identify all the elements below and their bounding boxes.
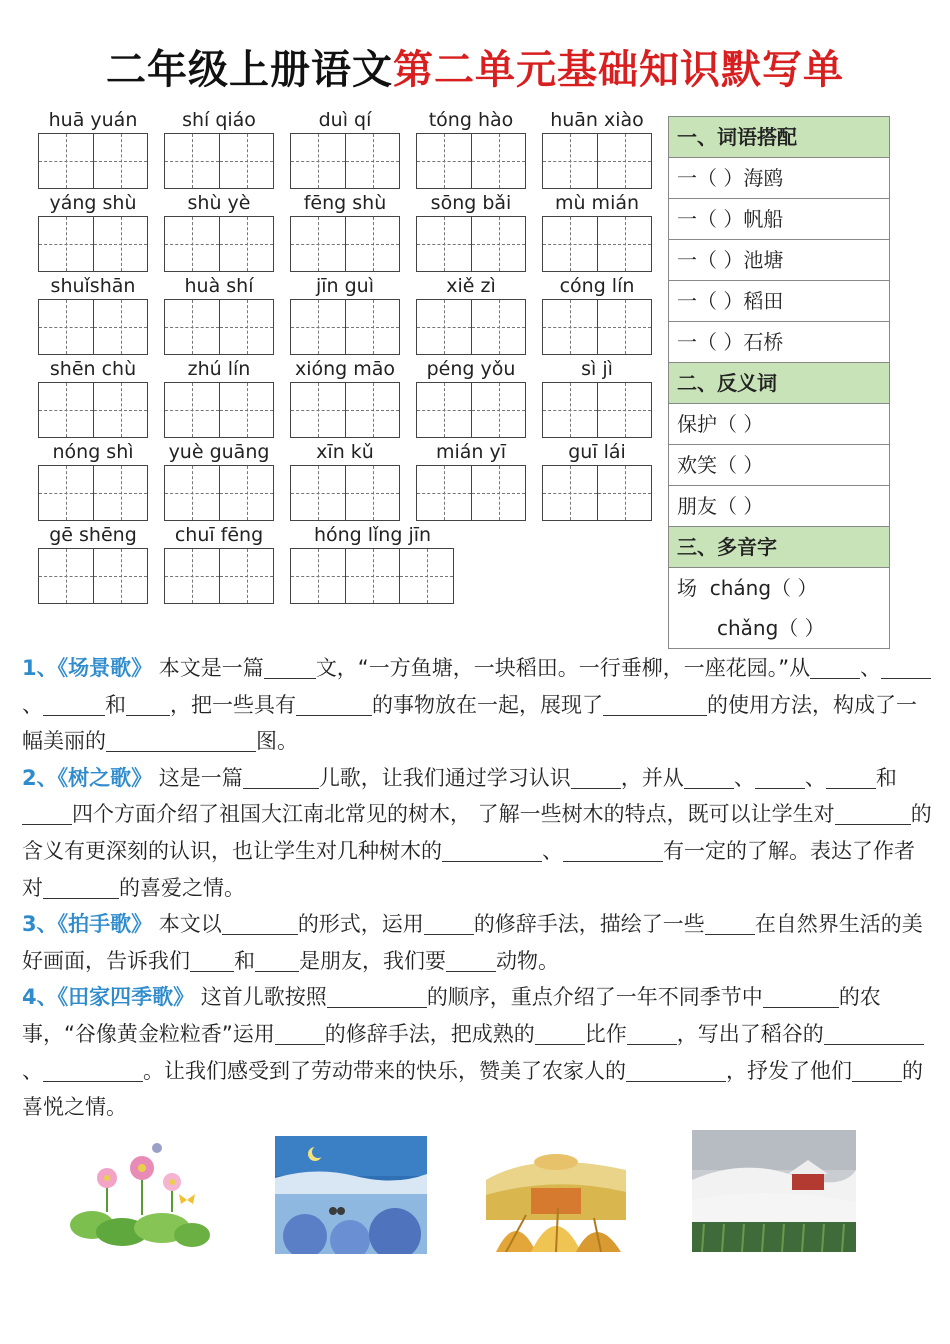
writing-cell[interactable] (219, 134, 273, 188)
passage-text: 在自然界生活的美好画面，告诉我们 (22, 912, 923, 973)
section-polyphonic-header: 三、多音字 (669, 527, 889, 568)
writing-cell[interactable] (165, 300, 219, 354)
writing-cell[interactable] (165, 549, 219, 603)
golden-rice-field-illustration (486, 1140, 626, 1252)
fill-blank[interactable] (535, 1022, 585, 1045)
polyphonic-reading: chǎng（ ） (717, 616, 825, 640)
fill-blank[interactable] (255, 949, 299, 972)
writing-cell[interactable] (165, 217, 219, 271)
pinyin-label: mù mián (554, 192, 640, 214)
section-antonyms-header: 二、反义词 (669, 363, 889, 404)
tianzige-boxes (290, 133, 400, 189)
writing-cell[interactable] (291, 134, 345, 188)
pinyin-label: chuī fēng (174, 524, 264, 546)
passage-text: 比作 (584, 1021, 627, 1046)
fill-blank[interactable] (275, 1022, 325, 1045)
tianzige-boxes (38, 548, 148, 604)
pinyin-label: yáng shù (49, 192, 137, 214)
fill-blank[interactable] (106, 729, 256, 752)
fill-blank[interactable] (296, 693, 372, 716)
writing-cell[interactable] (471, 383, 525, 437)
fill-blank[interactable] (126, 693, 170, 716)
tianzige-boxes (164, 216, 274, 272)
tianzige-boxes (290, 465, 400, 521)
writing-cell[interactable] (291, 217, 345, 271)
fill-blank[interactable] (681, 693, 707, 716)
passage-text: 、 (22, 1058, 43, 1083)
writing-cell[interactable] (93, 466, 147, 520)
fill-blank[interactable] (442, 839, 542, 862)
section-word-matching-header: 一、词语搭配 (669, 117, 889, 158)
writing-cell[interactable] (597, 383, 651, 437)
passage-text: 本文以 (152, 912, 222, 937)
pinyin-label: hóng lǐng jīn (313, 524, 432, 546)
passage-text: 有一定的了解。表达了作者对 (22, 838, 915, 900)
writing-cell[interactable] (471, 300, 525, 354)
tianzige-boxes (290, 216, 400, 272)
fill-blank[interactable] (684, 766, 734, 789)
writing-cell[interactable] (345, 300, 399, 354)
passage-text: ，抒发了他们 (726, 1058, 852, 1083)
passage-text: 、 (22, 692, 43, 717)
passage-text: ，把一些具有 (170, 692, 296, 717)
fill-blank[interactable] (446, 949, 496, 972)
tianzige-boxes (416, 216, 526, 272)
writing-cell[interactable] (219, 300, 273, 354)
fill-blank[interactable] (755, 766, 805, 789)
writing-cell[interactable] (291, 549, 345, 603)
word-matching-item[interactable]: 一（ ）海鸥 (669, 158, 889, 199)
passage-text: 这是一篇 (152, 765, 243, 790)
fill-blank[interactable] (627, 1022, 677, 1045)
pinyin-label: huà shí (184, 275, 254, 297)
fill-blank[interactable] (563, 839, 663, 862)
passage-text: 。让我们感受到了劳动带来的快乐，赞美了农家人的 (143, 1058, 626, 1083)
writing-cell[interactable] (219, 383, 273, 437)
snowy-landscape-illustration (692, 1130, 856, 1252)
passage-text: ，并从 (620, 765, 684, 790)
passage-text: 的含义有更深刻的认识，也让学生对几种树木的 (22, 802, 932, 863)
passage-text: 的修辞手法，把成熟的 (324, 1021, 535, 1046)
word-matching-item[interactable]: 一（ ）石桥 (669, 322, 889, 363)
fill-blank[interactable] (810, 656, 860, 679)
pinyin-label: xīn kǔ (316, 441, 374, 463)
passage-text: 儿歌，让我们通过学习认识 (318, 765, 571, 790)
passage-text: 和 (875, 765, 897, 790)
writing-cell[interactable] (471, 134, 525, 188)
passage-text: 四个方面介绍了祖国大江南北常见的树木， 了解一些树木的特点，既可以让学生对 (72, 802, 835, 827)
writing-cell[interactable] (93, 217, 147, 271)
writing-cell[interactable] (39, 134, 93, 188)
tianzige-boxes (416, 382, 526, 438)
pinyin-label: xióng māo (294, 358, 396, 380)
tianzige-boxes (164, 382, 274, 438)
writing-cell[interactable] (93, 134, 147, 188)
pinyin-label: jīn guì (315, 275, 375, 297)
passage-text: 动物。 (496, 948, 559, 973)
pinyin-label: fēng shù (303, 192, 387, 214)
writing-cell[interactable] (345, 217, 399, 271)
pinyin-label: mián yī (435, 441, 507, 463)
pinyin-label: yuè guāng (168, 441, 270, 463)
fill-blank[interactable] (424, 912, 474, 935)
fill-blank[interactable] (603, 693, 681, 716)
pinyin-label: duì qí (318, 109, 372, 131)
writing-cell[interactable] (417, 134, 471, 188)
passage-title: 2、《树之歌》 (22, 765, 153, 790)
writing-cell[interactable] (93, 549, 147, 603)
tianzige-boxes (164, 548, 274, 604)
passage-text: 的顺序，重点介绍了一年不同季节中 (426, 985, 763, 1010)
passage-3 (22, 906, 932, 979)
writing-cell[interactable] (93, 300, 147, 354)
fill-blank[interactable] (763, 985, 839, 1008)
polyphonic-reading: cháng（ ） (709, 576, 818, 600)
word-matching-item[interactable]: 一（ ）池塘 (669, 240, 889, 281)
writing-cell[interactable] (417, 300, 471, 354)
fill-blank[interactable] (43, 1059, 143, 1082)
tianzige-boxes (38, 382, 148, 438)
writing-cell[interactable] (543, 383, 597, 437)
fill-blank[interactable] (626, 1059, 726, 1082)
pinyin-label: zhú lín (187, 358, 251, 380)
pinyin-label: shēn chù (49, 358, 137, 380)
writing-cell[interactable] (417, 466, 471, 520)
passage-text: 的农事，“谷像黄金粒粒香”运用 (22, 985, 881, 1046)
word-matching-item[interactable]: 一（ ）稻田 (669, 281, 889, 322)
tianzige-boxes (416, 465, 526, 521)
antonym-item[interactable]: 欢笑（ ） (669, 445, 889, 486)
passage-text: 、 (542, 838, 563, 863)
writing-cell[interactable] (471, 466, 525, 520)
passage-text: 的形式，运用 (297, 912, 424, 937)
pinyin-row (38, 274, 668, 354)
writing-cell[interactable] (219, 466, 273, 520)
tianzige-boxes (416, 133, 526, 189)
tianzige-boxes (38, 299, 148, 355)
passage-text: 的喜爱之情。 (119, 875, 245, 900)
passage-4 (22, 979, 932, 1125)
passage-text: 本文是一篇 (152, 656, 264, 680)
tianzige-boxes (290, 299, 400, 355)
writing-cell[interactable] (345, 383, 399, 437)
pinyin-label: huān xiào (550, 109, 644, 131)
writing-cell[interactable] (417, 383, 471, 437)
pinyin-label: sì jì (581, 358, 613, 380)
pinyin-label: cóng lín (559, 275, 635, 297)
pinyin-row (38, 440, 668, 520)
polyphonic-item[interactable] (669, 608, 889, 648)
writing-cell[interactable] (39, 217, 93, 271)
writing-cell[interactable] (417, 217, 471, 271)
passage-2 (22, 760, 932, 906)
writing-cell[interactable] (399, 549, 453, 603)
passage-text: ，写出了稻谷的 (676, 1021, 824, 1046)
writing-cell[interactable] (345, 549, 399, 603)
fill-blank[interactable] (826, 766, 876, 789)
tianzige-boxes (542, 382, 652, 438)
tianzige-boxes (164, 133, 274, 189)
pinyin-row (38, 357, 668, 437)
polyphonic-char: 场 (677, 576, 697, 600)
tianzige-boxes (164, 299, 274, 355)
tianzige-boxes (38, 465, 148, 521)
polyphonic-item[interactable] (669, 568, 889, 608)
writing-cell[interactable] (291, 383, 345, 437)
title-part1: 二年级上册语文 (106, 47, 393, 93)
page-title (0, 38, 950, 95)
tianzige-boxes (38, 216, 148, 272)
pinyin-label: shí qiáo (182, 109, 256, 131)
tianzige-boxes (542, 465, 652, 521)
tianzige-boxes (164, 465, 274, 521)
tianzige-boxes (542, 299, 652, 355)
writing-cell[interactable] (219, 549, 273, 603)
title-part2: 第二单元基础知识默写单 (393, 47, 844, 93)
writing-cell[interactable] (597, 134, 651, 188)
fill-blank[interactable] (824, 1022, 924, 1045)
writing-cell[interactable] (165, 134, 219, 188)
tianzige-boxes (38, 133, 148, 189)
passage-1 (22, 650, 932, 760)
passage-text: 的喜悦之情。 (22, 1058, 923, 1120)
fill-blank[interactable] (243, 766, 319, 789)
pinyin-label: huā yuán (48, 109, 138, 131)
fill-blank[interactable] (327, 985, 427, 1008)
fill-blank[interactable] (571, 766, 621, 789)
passage-text: 是朋友，我们要 (299, 948, 446, 973)
writing-cell[interactable] (597, 300, 651, 354)
fill-blank[interactable] (43, 876, 119, 899)
writing-cell[interactable] (345, 466, 399, 520)
passage-text: 文，“一方鱼塘，一块稻田。一行垂柳，一座花园。”从 (315, 656, 811, 680)
pinyin-label: nóng shì (52, 441, 134, 463)
writing-cell[interactable] (597, 217, 651, 271)
tianzige-boxes (542, 216, 652, 272)
writing-cell[interactable] (543, 134, 597, 188)
antonym-item[interactable]: 保护（ ） (669, 404, 889, 445)
writing-cell[interactable] (39, 300, 93, 354)
writing-cell[interactable] (291, 300, 345, 354)
fill-blank[interactable] (881, 656, 931, 679)
fill-in-passages (22, 650, 932, 1126)
pinyin-label: shuǐshān (50, 275, 136, 297)
flowers-butterfly-illustration (62, 1140, 212, 1250)
word-matching-item[interactable]: 一（ ）帆船 (669, 199, 889, 240)
pinyin-label: gē shēng (49, 524, 137, 546)
fill-blank[interactable] (835, 802, 911, 825)
passage-text: 这首儿歌按照 (194, 985, 327, 1010)
moonlit-winter-trees-illustration (275, 1136, 427, 1254)
writing-cell[interactable] (543, 217, 597, 271)
passage-text: 的事物放在一起，展现了 (372, 692, 603, 717)
passage-text: 、 (860, 656, 882, 680)
pinyin-row (38, 191, 668, 271)
tianzige-boxes (290, 382, 400, 438)
writing-cell[interactable] (597, 466, 651, 520)
passage-title: 1、《场景歌》 (22, 656, 153, 680)
writing-cell[interactable] (471, 217, 525, 271)
writing-cell[interactable] (39, 549, 93, 603)
sidebar-exercises (668, 116, 890, 649)
pinyin-label: guī lái (568, 441, 626, 463)
tianzige-boxes (290, 548, 454, 604)
tianzige-boxes (542, 133, 652, 189)
passage-text: 、 (733, 765, 755, 790)
pinyin-label: tóng hào (428, 109, 514, 131)
pinyin-label: sōng bǎi (430, 192, 512, 214)
writing-cell[interactable] (219, 217, 273, 271)
writing-cell[interactable] (165, 383, 219, 437)
pinyin-label: péng yǒu (426, 358, 516, 380)
fill-blank[interactable] (43, 693, 105, 716)
writing-cell[interactable] (165, 466, 219, 520)
writing-cell[interactable] (345, 134, 399, 188)
writing-cell[interactable] (39, 466, 93, 520)
writing-cell[interactable] (543, 300, 597, 354)
passage-text: 的修辞手法，描绘了一些 (473, 912, 705, 937)
pinyin-row (38, 108, 668, 188)
writing-cell[interactable] (39, 383, 93, 437)
passage-text: 和 (105, 692, 126, 717)
passage-text: 、 (804, 765, 826, 790)
pinyin-label: xiě zì (446, 275, 496, 297)
fill-blank[interactable] (264, 656, 316, 679)
fill-blank[interactable] (705, 912, 755, 935)
writing-cell[interactable] (291, 466, 345, 520)
writing-cell[interactable] (543, 466, 597, 520)
passage-text: 和 (234, 948, 255, 973)
fill-blank[interactable] (190, 949, 234, 972)
passage-text: 图。 (256, 729, 298, 754)
antonym-item[interactable]: 朋友（ ） (669, 486, 889, 527)
writing-cell[interactable] (93, 383, 147, 437)
passage-title: 4、《田家四季歌》 (22, 985, 195, 1010)
fill-blank[interactable] (222, 912, 298, 935)
passage-text: 的使用方法，构成了一幅美丽的 (22, 692, 917, 754)
pinyin-row (38, 523, 668, 603)
pinyin-label: shù yè (187, 192, 251, 214)
passage-title: 3、《拍手歌》 (22, 912, 153, 937)
fill-blank[interactable] (852, 1059, 902, 1082)
fill-blank[interactable] (22, 802, 72, 825)
tianzige-boxes (416, 299, 526, 355)
